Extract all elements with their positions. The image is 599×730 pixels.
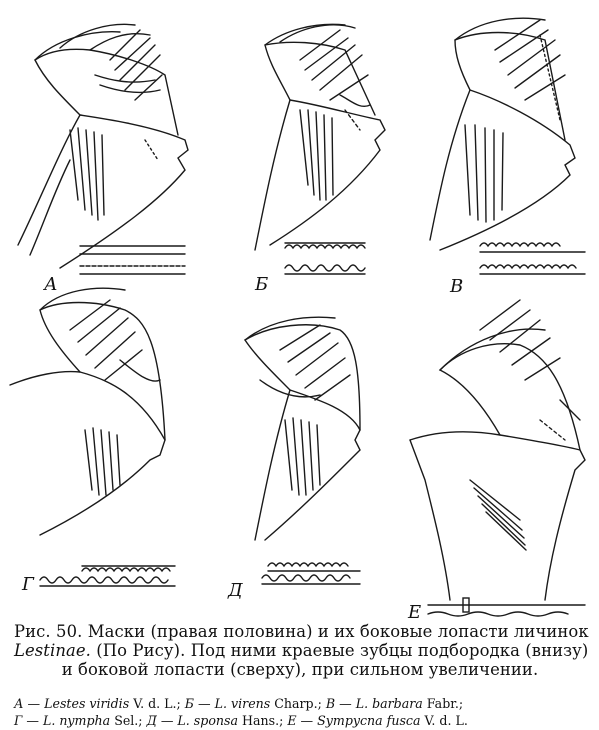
- panel-g-drawing: [10, 288, 175, 586]
- species-legend: [14, 695, 586, 729]
- legend-species: L. virens: [214, 696, 271, 711]
- legend-author: Hans.;: [242, 713, 284, 728]
- caption-line-2: [14, 641, 589, 660]
- legend-letter: В: [325, 696, 336, 711]
- panel-label-d: Д: [228, 580, 243, 601]
- figure-caption: [14, 622, 589, 679]
- legend-letter: Г: [14, 713, 23, 728]
- caption-line-3: и боковой лопасти (сверху), при сильном увеличении.: [61, 660, 539, 679]
- panel-e-drawing: [410, 300, 585, 616]
- panel-label-g: Г: [22, 574, 34, 595]
- legend-species: Sympycna fusca: [317, 713, 421, 728]
- legend-species: L. barbara: [355, 696, 423, 711]
- legend-letter: Б: [184, 696, 195, 711]
- legend-row-1: А — Lestes viridis V. d. L.; Б — L. virens Charp.; В — L. barbara Fabr.;: [14, 696, 464, 711]
- legend-species: Lestes viridis: [44, 696, 130, 711]
- caption-line-1: Рис. 50. Маски (правая половина) и их боковые лопасти личинок: [14, 622, 589, 641]
- panel-v-drawing: [430, 18, 585, 274]
- legend-species: L. sponsa: [177, 713, 238, 728]
- legend-letter: Е: [287, 713, 297, 728]
- panel-label-v: В: [450, 276, 464, 297]
- panel-label-e: Е: [408, 602, 422, 623]
- legend-letter: Д: [146, 713, 157, 728]
- panel-a-drawing: [18, 24, 188, 274]
- caption-line-2-rest: (По Рису). Под ними краевые зубцы подбородка (внизу): [90, 641, 589, 660]
- panel-label-b: Б: [255, 274, 269, 295]
- panel-d-drawing: [245, 317, 360, 584]
- legend-row-2: Г — L. nympha Sel.; Д — L. sponsa Hans.; Е — Sympycna fusca V. d. L.: [14, 713, 468, 728]
- legend-letter: А: [14, 696, 24, 711]
- legend-author: V. d. L.: [424, 713, 468, 728]
- panel-b-drawing: [255, 24, 385, 274]
- legend-species: L. nympha: [42, 713, 111, 728]
- legend-author: V. d. L.;: [133, 696, 181, 711]
- legend-author: Sel.;: [114, 713, 143, 728]
- legend-author: Fabr.;: [426, 696, 464, 711]
- caption-taxon: Lestinae.: [14, 641, 91, 660]
- panel-label-a: А: [44, 274, 58, 295]
- legend-author: Charp.;: [274, 696, 322, 711]
